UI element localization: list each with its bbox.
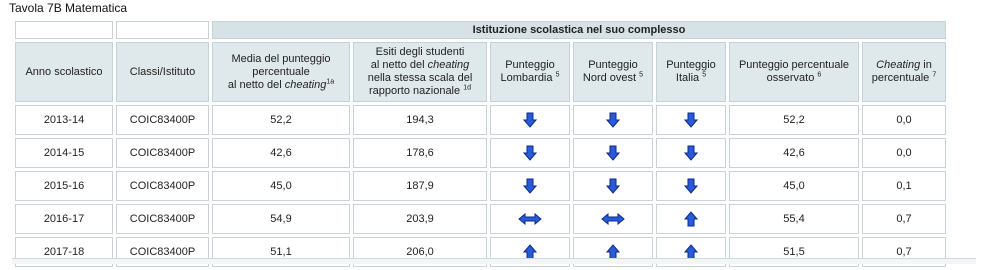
arrow-down-icon <box>523 145 537 161</box>
column-header-media: Media del punteggio percentuale al netto del cheating$^{1a}$ <box>212 42 350 102</box>
cell-classe: COIC83400P <box>116 171 209 201</box>
cell-cheating: 0,0 <box>862 138 946 168</box>
cell-cheating: 0,0 <box>862 105 946 135</box>
arrow-down-icon <box>606 112 620 128</box>
cell-media: 52,2 <box>212 105 350 135</box>
arrow-down-icon <box>606 145 620 161</box>
cell-esiti: 178,6 <box>353 138 487 168</box>
cell-anno: 2016-17 <box>15 204 113 234</box>
cell-classe: COIC83400P <box>116 138 209 168</box>
cell-osservato: 45,0 <box>729 171 859 201</box>
cell-esiti: 203,9 <box>353 204 487 234</box>
column-header-cheating: Cheating in percentuale $^7$ <box>862 42 946 102</box>
arrow-down-icon <box>523 112 537 128</box>
table-bottom-edge <box>12 258 976 264</box>
cell-anno: 2014-15 <box>15 138 113 168</box>
table-row <box>15 171 946 201</box>
cell-cheating: 0,1 <box>862 171 946 201</box>
cell-esiti: 187,9 <box>353 171 487 201</box>
column-header-esiti: Esiti degli studenti al netto del cheating nella stessa scala del rapporto nazionale $^{1d}$ <box>353 42 487 102</box>
cell-esiti: 194,3 <box>353 105 487 135</box>
cell-media: 54,9 <box>212 204 350 234</box>
cell-media: 45,0 <box>212 171 350 201</box>
arrow-down-icon <box>523 178 537 194</box>
arrow-down-icon <box>684 112 698 128</box>
cell-osservato: 42,6 <box>729 138 859 168</box>
results-table <box>12 18 949 270</box>
arrow-left-right-icon <box>518 213 542 225</box>
column-header-nordovest: Punteggio Nord ovest $^5$ <box>573 42 653 102</box>
cell-anno: 2013-14 <box>15 105 113 135</box>
cell-osservato: 55,4 <box>729 204 859 234</box>
cell-osservato: 52,2 <box>729 105 859 135</box>
cell-classe: COIC83400P <box>116 105 209 135</box>
arrow-down-icon <box>606 178 620 194</box>
cell-anno: 2017-18 <box>15 237 113 267</box>
cell-classe: COIC83400P <box>116 237 209 267</box>
arrow-down-icon <box>684 145 698 161</box>
table-title: Tavola 7B Matematica <box>9 1 128 15</box>
cell-classe: COIC83400P <box>116 204 209 234</box>
table-row <box>15 105 946 135</box>
column-header-osservato: Punteggio percentuale osservato $^6$ <box>729 42 859 102</box>
cell-osservato: 51,5 <box>729 237 859 267</box>
column-header-anno: Anno scolastico <box>15 42 113 102</box>
cell-cheating: 0,7 <box>862 237 946 267</box>
column-header-italia: Punteggio Italia $^5$ <box>656 42 726 102</box>
cell-cheating: 0,7 <box>862 204 946 234</box>
arrow-up-icon <box>684 211 698 227</box>
cell-esiti: 206,0 <box>353 237 487 267</box>
table-row <box>15 138 946 168</box>
group-header: Istituzione scolastica nel suo complesso <box>212 21 946 39</box>
column-header-lombardia: Punteggio Lombardia $^5$ <box>490 42 570 102</box>
cell-anno: 2015-16 <box>15 171 113 201</box>
column-header-classi: Classi/Istituto <box>116 42 209 102</box>
table-row <box>15 204 946 234</box>
cell-media: 51,1 <box>212 237 350 267</box>
arrow-left-right-icon <box>601 213 625 225</box>
cell-media: 42,6 <box>212 138 350 168</box>
arrow-down-icon <box>684 178 698 194</box>
